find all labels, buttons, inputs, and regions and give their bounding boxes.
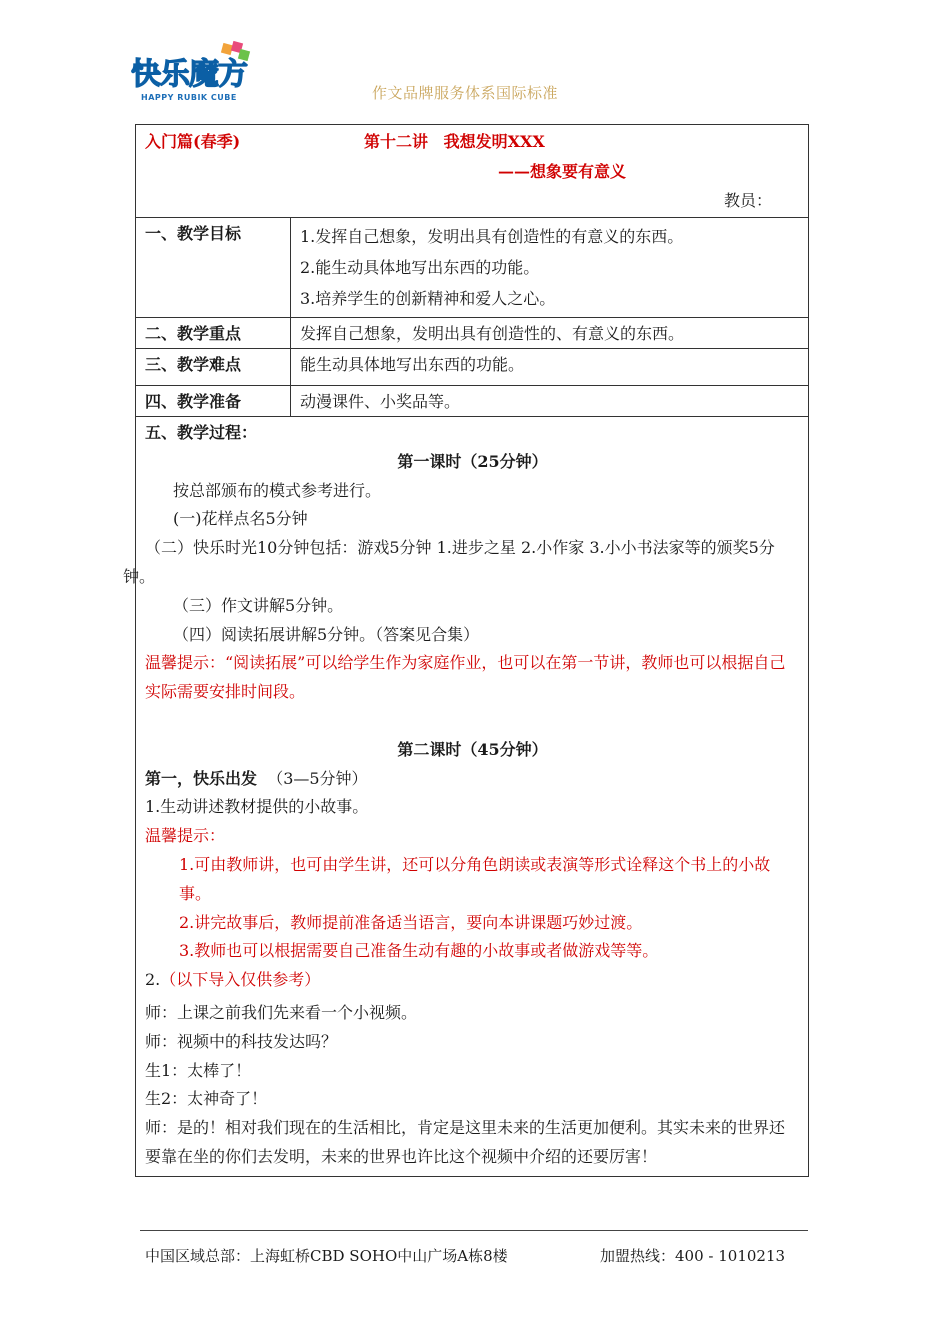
course-level: 入门篇(春季)	[145, 132, 241, 151]
difficulty-content: 能生动具体地写出东西的功能。	[300, 355, 525, 374]
dialogue-line: 师：是的！相对我们现在的生活相比，肯定是这里未来的生活更加便利。其实未来的世界还要靠在坐的你们去发明，未来的世界也许比这个视频中介绍的还要厉害！	[145, 1118, 786, 1166]
goal-item: 2.能生动具体地写出东西的功能。	[300, 258, 540, 277]
step2-note: （以下导入仅供参考）	[160, 970, 321, 990]
section1-title: 第一，快乐出发	[145, 768, 258, 788]
key-points-row	[136, 318, 808, 349]
lesson-plan-table	[123, 124, 809, 1177]
brand-logo	[127, 40, 259, 106]
section1-time: （3—5分钟）	[267, 768, 368, 788]
preparation-label: 四、教学准备	[136, 386, 291, 416]
key-points-content: 发挥自己想象，发明出具有创造性的、有意义的东西。	[300, 324, 685, 343]
lesson1-item: (一)花样点名5分钟	[173, 509, 308, 529]
footer-hotline: 加盟热线：400 - 1010213	[600, 1247, 786, 1265]
lesson1-item: （四）阅读拓展讲解5分钟。（答案见合集）	[173, 624, 480, 644]
dialogue-line: 生1：太棒了！	[145, 1060, 252, 1080]
dialogue-line: 师：视频中的科技发达吗？	[145, 1031, 338, 1051]
footer-address: 中国区域总部：上海虹桥CBD SOHO中山广场A栋8楼	[145, 1247, 508, 1265]
logo-subtext: HAPPY RUBIK CUBE	[141, 93, 237, 102]
teacher-label: 教员：	[723, 191, 772, 210]
tip-label: 温馨提示：	[145, 826, 226, 846]
preparation-content: 动漫课件、小奖品等。	[300, 392, 461, 411]
difficulty-row	[136, 349, 808, 386]
goals-content	[291, 218, 808, 317]
lesson1-tip: 温馨提示：“阅读拓展”可以给学生作为家庭作业，也可以在第一节讲，教师也可以根据自己实际需要安排时间段。	[145, 653, 786, 702]
section1-heading	[145, 765, 800, 794]
tip-item: 3.教师也可以根据需要自己准备生动有趣的小故事或者做游戏等等。	[179, 941, 659, 961]
difficulty-label: 三、教学难点	[136, 349, 291, 385]
dialogue-line: 生2：太神奇了！	[145, 1089, 268, 1109]
goals-label: 一、教学目标	[136, 218, 291, 317]
lecture-title: 第十二讲 我想发明XXX	[364, 132, 545, 151]
lesson1-item-text: （二）快乐时光10分钟包括：游戏5分钟 1.进步之星 2.小作家 3.小小书法家等的颁奖5分钟。	[123, 538, 775, 586]
lesson2-title: 第二课时（45分钟）	[397, 739, 548, 759]
key-points-label: 二、教学重点	[136, 318, 291, 348]
header-tagline: 作文品牌服务体系国际标准	[372, 84, 559, 102]
goal-item: 3.培养学生的创新精神和爱人之心。	[300, 289, 556, 308]
logo-text: 快乐魔方	[131, 57, 247, 92]
lesson1-title: 第一课时（25分钟）	[397, 451, 548, 471]
goals-row	[136, 218, 808, 318]
step1: 1.生动讲述教材提供的小故事。	[145, 797, 369, 817]
tip-item: 2.讲完故事后，教师提前准备适当语言，要向本讲课题巧妙过渡。	[179, 912, 643, 932]
tip-item: 1.可由教师讲，也可由学生讲，还可以分角色朗读或表演等形式诠释这个书上的小故事。	[179, 854, 771, 903]
lesson1-item	[123, 534, 800, 592]
step2	[145, 966, 800, 995]
lesson1-intro: 按总部颁布的模式参考进行。	[173, 480, 382, 500]
spacer	[145, 707, 800, 736]
lesson1-item: （三）作文讲解5分钟。	[173, 595, 344, 615]
preparation-row	[136, 386, 808, 417]
dialogue-line: 师：上课之前我们先来看一个小视频。	[145, 1002, 418, 1022]
footer-divider	[140, 1230, 808, 1231]
title-row	[136, 125, 808, 218]
process-heading: 五、教学过程：	[145, 423, 258, 442]
step2-number: 2.	[145, 970, 161, 990]
lecture-subtitle: ——想象要有意义	[498, 162, 627, 181]
teaching-process	[123, 417, 808, 1176]
goal-item: 1.发挥自己想象，发明出具有创造性的有意义的东西。	[300, 227, 684, 246]
